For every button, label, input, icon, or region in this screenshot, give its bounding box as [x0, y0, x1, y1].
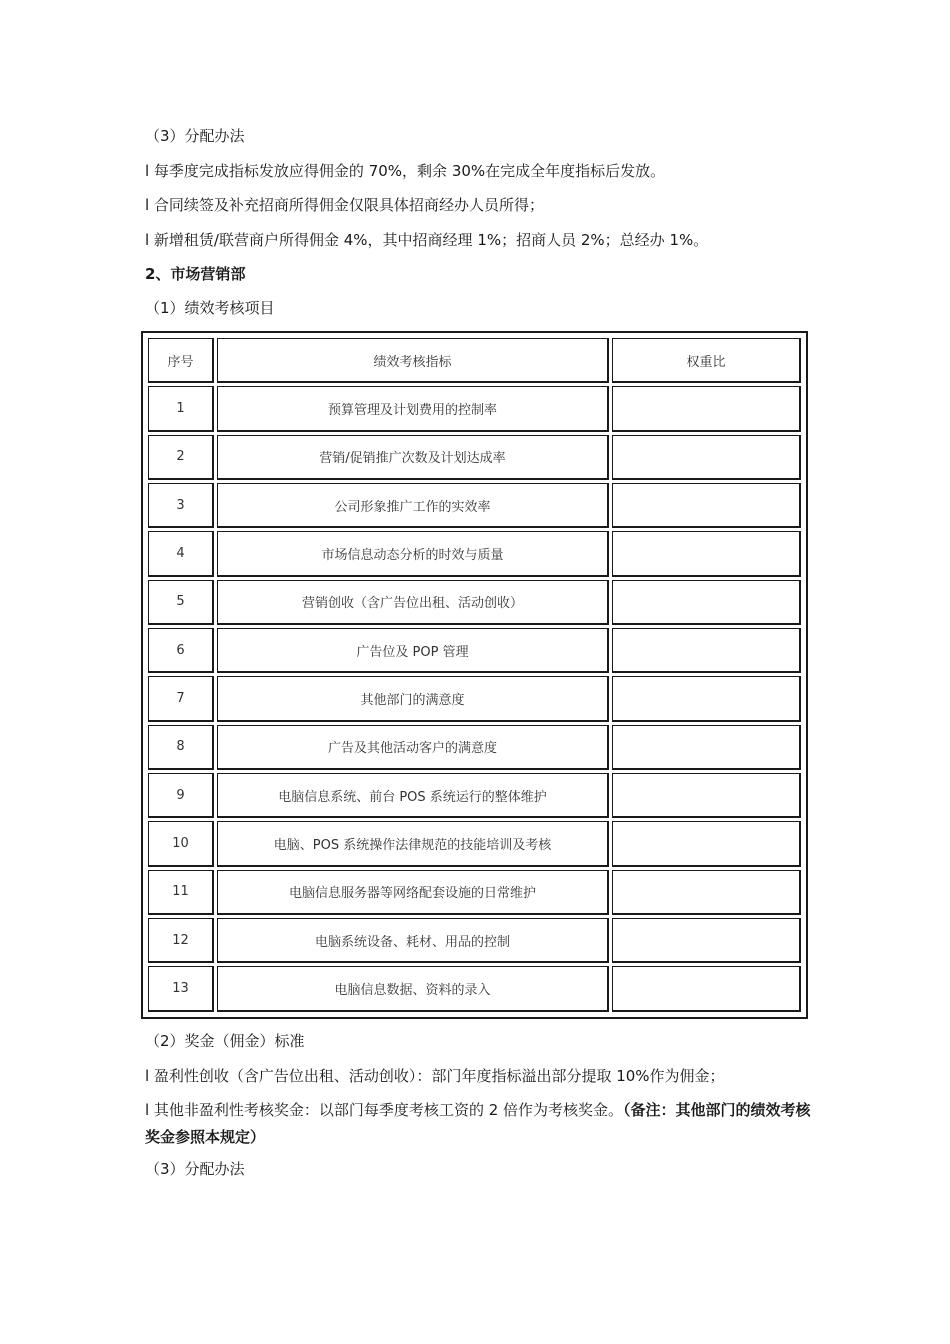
weight-cell: [612, 821, 801, 866]
row-number-cell: 9: [148, 773, 214, 818]
weight-cell: [612, 918, 801, 963]
header-weight: 权重比: [612, 338, 801, 383]
indicator-cell: 营销创收（含广告位出租、活动创收）: [217, 580, 609, 625]
table-row: [148, 628, 801, 673]
weight-cell: [612, 870, 801, 915]
table-row: [148, 580, 801, 625]
row-number-cell: 7: [148, 676, 214, 721]
indicator-cell: 公司形象推广工作的实效率: [217, 483, 609, 528]
row-number-cell: 5: [148, 580, 214, 625]
bonus-standard-title: （2）奖金（佣金）标准: [145, 1032, 305, 1050]
row-number-cell: 2: [148, 435, 214, 480]
table-row: [148, 870, 801, 915]
row-number-cell: 6: [148, 628, 214, 673]
bullet-quarterly-commission: l 每季度完成指标发放应得佣金的 70%，剩余 30%在完成全年度指标后发放。: [145, 162, 666, 180]
table-row: [148, 966, 801, 1012]
indicator-cell: 其他部门的满意度: [217, 676, 609, 721]
bullet-nonprofit-bonus: [145, 1097, 815, 1151]
indicator-cell: 市场信息动态分析的时效与质量: [217, 531, 609, 576]
header-indicator: 绩效考核指标: [217, 338, 609, 383]
indicator-cell: 电脑系统设备、耗材、用品的控制: [217, 918, 609, 963]
table-row: [148, 773, 801, 818]
table-row: [148, 821, 801, 866]
bullet-contract-renewal: l 合同续签及补充招商所得佣金仅限具体招商经办人员所得；: [145, 196, 544, 214]
row-number-cell: 8: [148, 725, 214, 770]
indicator-cell: 电脑信息系统、前台 POS 系统运行的整体维护: [217, 773, 609, 818]
distribution-method-title: （3）分配办法: [145, 127, 245, 145]
weight-cell: [612, 676, 801, 721]
weight-cell: [612, 773, 801, 818]
row-number-cell: 11: [148, 870, 214, 915]
distribution-method-title-2: （3）分配办法: [145, 1160, 245, 1178]
header-no: 序号: [148, 338, 214, 383]
row-number-cell: 1: [148, 386, 214, 431]
bullet-nonprofit-bonus-text: l 其他非盈利性考核奖金：以部门每季度考核工资的 2 倍作为考核奖金。: [145, 1101, 624, 1119]
weight-cell: [612, 966, 801, 1012]
indicator-cell: 预算管理及计划费用的控制率: [217, 386, 609, 431]
weight-cell: [612, 483, 801, 528]
indicator-cell: 广告及其他活动客户的满意度: [217, 725, 609, 770]
row-number-cell: 3: [148, 483, 214, 528]
indicator-cell: 电脑信息数据、资料的录入: [217, 966, 609, 1012]
bullet-nonprofit-bonus-note: （备注：其他部门的绩效考核奖金参照本规定）: [145, 1101, 811, 1146]
indicator-cell: 电脑信息服务器等网络配套设施的日常维护: [217, 870, 609, 915]
table-row: [148, 435, 801, 480]
table-row: [148, 386, 801, 431]
table-header-row: [148, 338, 801, 383]
weight-cell: [612, 725, 801, 770]
row-number-cell: 12: [148, 918, 214, 963]
row-number-cell: 10: [148, 821, 214, 866]
table-row: [148, 483, 801, 528]
weight-cell: [612, 580, 801, 625]
row-number-cell: 13: [148, 966, 214, 1012]
indicator-cell: 广告位及 POP 管理: [217, 628, 609, 673]
table-row: [148, 531, 801, 576]
bullet-profit-revenue: l 盈利性创收（含广告位出租、活动创收）：部门年度指标溢出部分提取 10%作为佣金；: [145, 1067, 725, 1085]
table-row: [148, 725, 801, 770]
indicator-cell: 营销/促销推广次数及计划达成率: [217, 435, 609, 480]
section-heading-marketing: 2、市场营销部: [145, 265, 246, 283]
table-row: [148, 918, 801, 963]
table-row: [148, 676, 801, 721]
kpi-items-title: （1）绩效考核项目: [145, 299, 275, 317]
weight-cell: [612, 628, 801, 673]
bullet-new-lease-commission: l 新增租赁/联营商户所得佣金 4%，其中招商经理 1%；招商人员 2%；总经办 1%。: [145, 231, 709, 249]
kpi-table: [141, 331, 808, 1019]
row-number-cell: 4: [148, 531, 214, 576]
weight-cell: [612, 386, 801, 431]
weight-cell: [612, 531, 801, 576]
indicator-cell: 电脑、POS 系统操作法律规范的技能培训及考核: [217, 821, 609, 866]
weight-cell: [612, 435, 801, 480]
